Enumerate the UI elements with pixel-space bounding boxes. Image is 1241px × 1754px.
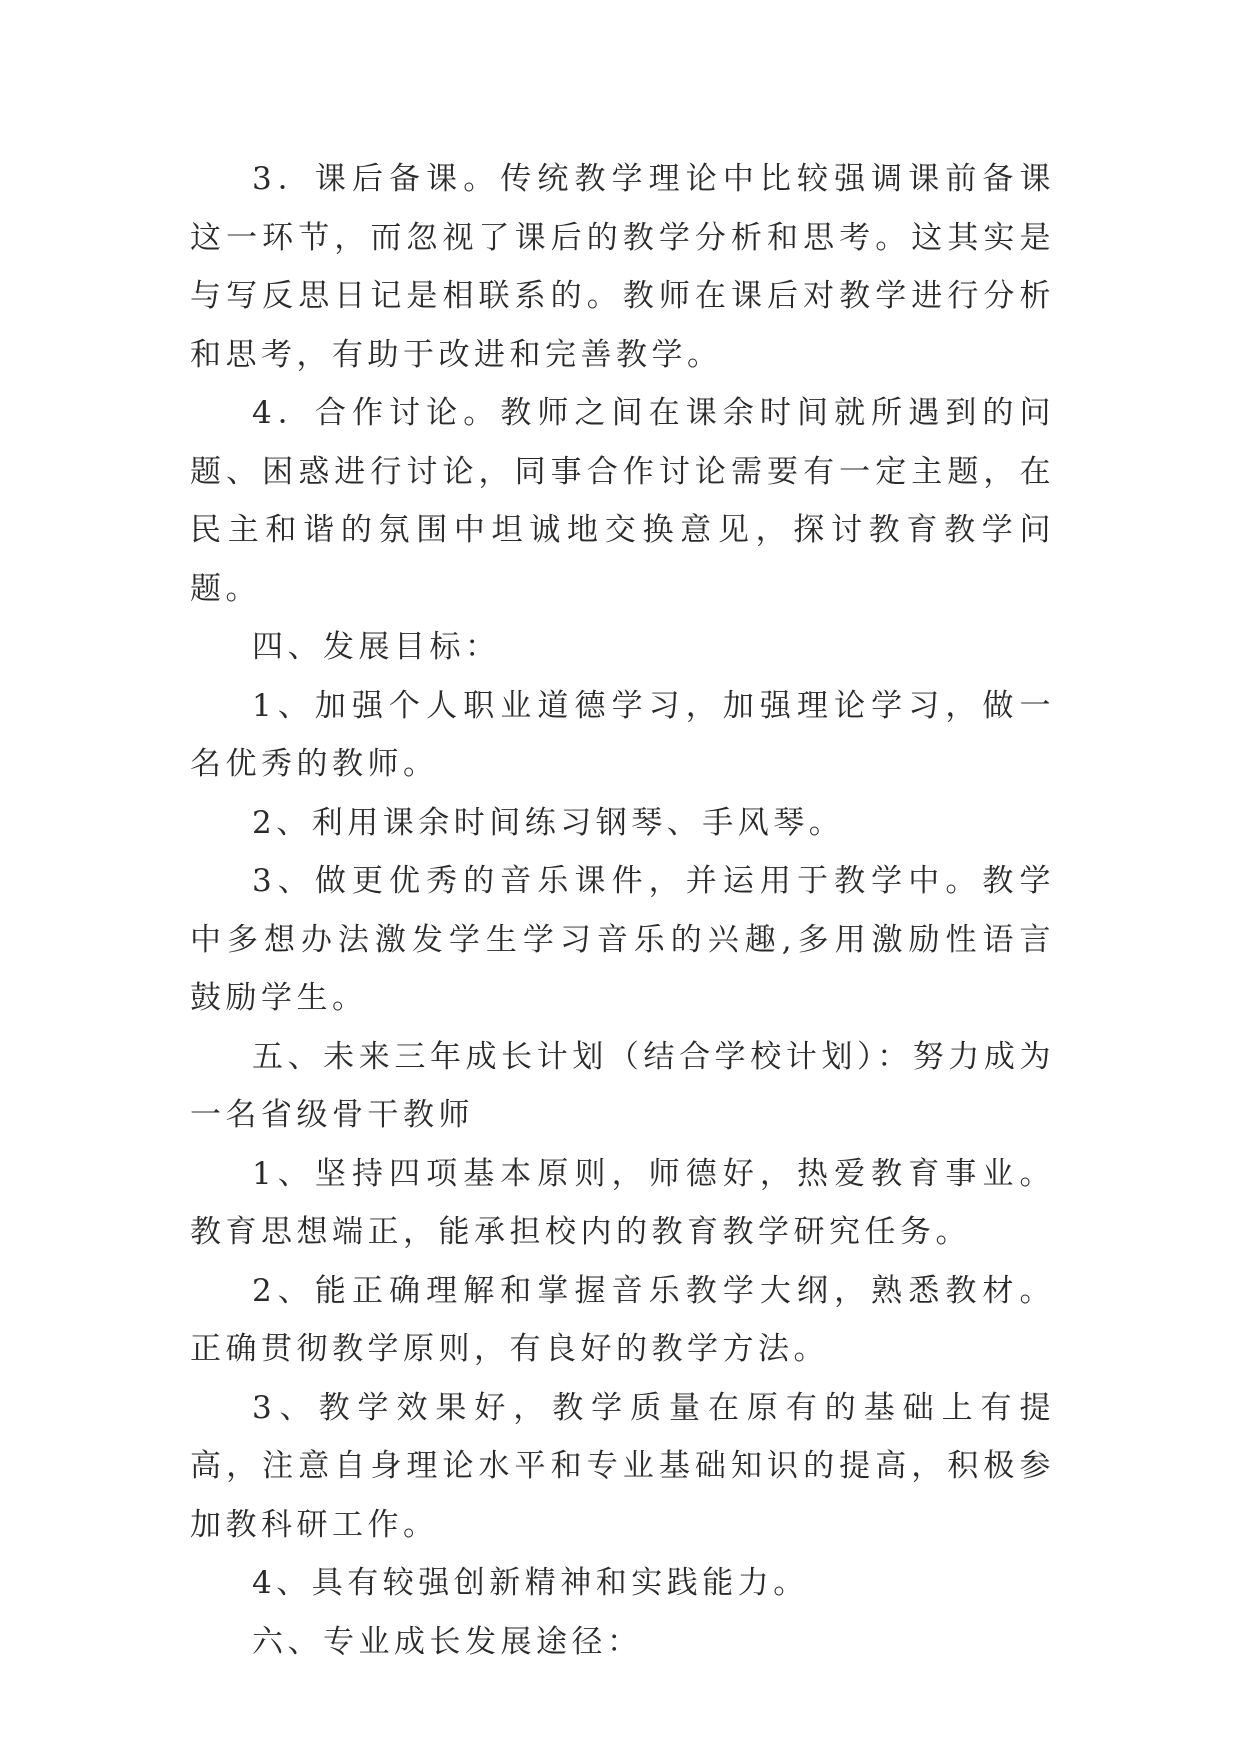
plan-item-4: 4、具有较强创新精神和实践能力。	[252, 1565, 809, 1601]
goal-item-2: 2、利用课余时间练习钢琴、手风琴。	[252, 804, 845, 841]
plan-item-2: 2、能正确理解和掌握音乐教学大纲，熟悉教材。正确贯彻教学原则，有良好的教学方法。	[190, 1272, 1055, 1367]
plan-item-1: 1、坚持四项基本原则，师德好，热爱教育事业。教育思想端正，能承担校内的教育教学研究任务。	[190, 1155, 1055, 1250]
paragraph-after-class-prep: 3．课后备课。传统教学理论中比较强调课前备课这一环节，而忽视了课后的教学分析和思考。这其实是与写反思日记是相联系的。教师在课后对教学进行分析和思考，有助于改进和完善教学。	[190, 161, 1055, 373]
paragraph-cooperative-discussion: 4．合作讨论。教师之间在课余时间就所遇到的问题、困惑进行讨论，同事合作讨论需要有一定主题，在民主和谐的氛围中坦诚地交换意见，探讨教育教学问题。	[190, 395, 1055, 607]
goal-item-3: 3、做更优秀的音乐课件，并运用于教学中。教学中多想办法激发学生学习音乐的兴趣,多用激励性语言鼓励学生。	[190, 863, 1055, 1016]
plan-item-3: 3、教学效果好，教学质量在原有的基础上有提高，注意自身理论水平和专业基础知识的提高，积极参加教科研工作。	[190, 1389, 1055, 1543]
heading-three-year-plan: 五、未来三年成长计划（结合学校计划）：努力成为一名省级骨干教师	[190, 1038, 1055, 1133]
goal-item-1: 1、加强个人职业道德学习，加强理论学习，做一名优秀的教师。	[190, 687, 1055, 782]
heading-development-goals: 四、发展目标：	[252, 629, 501, 665]
heading-growth-paths: 六、专业成长发展途径：	[252, 1623, 643, 1660]
document-body	[190, 150, 1055, 1671]
